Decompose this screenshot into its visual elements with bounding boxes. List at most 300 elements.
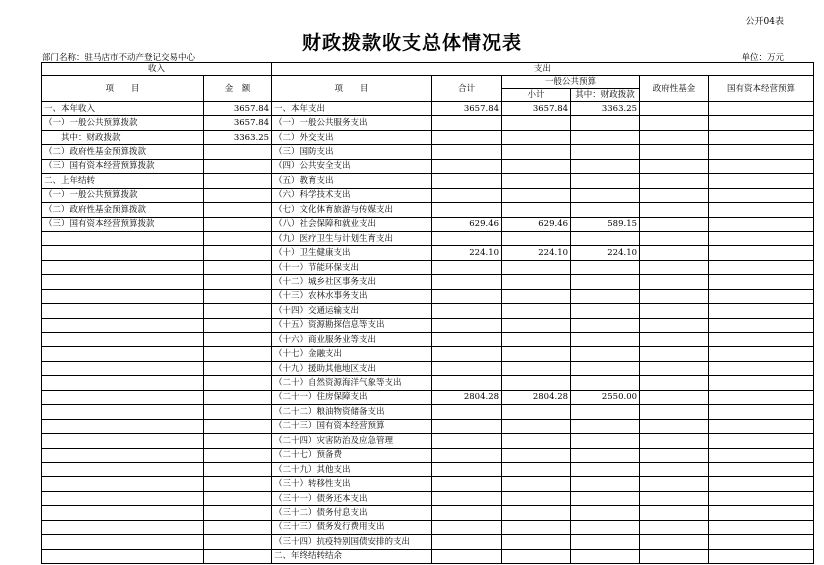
state-capital-amount-cell <box>709 116 814 130</box>
income-item-cell <box>42 390 204 404</box>
expense-total-cell <box>432 304 502 318</box>
fiscal-appropriation-cell <box>571 549 640 563</box>
expense-item-cell: （十一）节能环保支出 <box>272 260 432 274</box>
expense-total-cell <box>432 434 502 448</box>
gov-fund-amount-cell <box>640 419 709 433</box>
fiscal-appropriation-cell <box>571 333 640 347</box>
income-amount-cell <box>204 333 272 347</box>
state-capital-amount-cell <box>709 159 814 173</box>
gov-fund-amount-cell <box>640 491 709 505</box>
state-capital-amount-cell <box>709 520 814 534</box>
fiscal-appropriation-cell <box>571 506 640 520</box>
expense-item-cell: 一、本年支出 <box>272 102 432 116</box>
state-capital-amount-cell <box>709 246 814 260</box>
income-amount-cell <box>204 390 272 404</box>
income-item-cell <box>42 376 204 390</box>
general-budget-subtotal-cell <box>502 130 571 144</box>
general-budget-subtotal-cell <box>502 145 571 159</box>
general-budget-subtotal-cell <box>502 333 571 347</box>
gov-fund-amount-cell <box>640 116 709 130</box>
state-capital-amount-cell <box>709 390 814 404</box>
table-row <box>42 260 814 274</box>
gov-fund-header: 政府性基金 <box>640 76 709 102</box>
table-row <box>42 361 814 375</box>
general-budget-subtotal-cell: 224.10 <box>502 246 571 260</box>
table-row <box>42 231 814 245</box>
income-item-cell: （二）政府性基金预算拨款 <box>42 203 204 217</box>
state-capital-amount-cell <box>709 506 814 520</box>
income-item-cell <box>42 304 204 318</box>
gov-fund-amount-cell <box>640 304 709 318</box>
income-item-cell <box>42 318 204 332</box>
gov-fund-amount-cell <box>640 434 709 448</box>
general-budget-subtotal-cell <box>502 289 571 303</box>
table-row <box>42 448 814 462</box>
fiscal-appropriation-cell <box>571 477 640 491</box>
expense-total-cell <box>432 347 502 361</box>
income-amount-cell <box>204 304 272 318</box>
expense-total-cell <box>432 275 502 289</box>
expense-total-cell <box>432 174 502 188</box>
income-amount-cell <box>204 289 272 303</box>
expense-total-cell <box>432 260 502 274</box>
unit-label: 单位：万元 <box>741 53 784 63</box>
expense-item-cell: （三十四）抗疫特别国债安排的支出 <box>272 535 432 549</box>
income-amount-cell <box>204 246 272 260</box>
gov-fund-amount-cell <box>640 188 709 202</box>
gov-fund-amount-cell <box>640 462 709 476</box>
general-budget-subtotal-cell: 2804.28 <box>502 390 571 404</box>
expense-item-cell: （十七）金融支出 <box>272 347 432 361</box>
state-capital-amount-cell <box>709 102 814 116</box>
total-header: 合计 <box>432 76 502 102</box>
subtotal-header: 小计 <box>502 89 571 102</box>
general-budget-subtotal-cell <box>502 506 571 520</box>
income-amount-cell <box>204 159 272 173</box>
income-item-cell: 二、上年结转 <box>42 174 204 188</box>
table-row <box>42 549 814 563</box>
income-amount-cell <box>204 549 272 563</box>
general-budget-subtotal-cell <box>502 535 571 549</box>
expense-item-cell: （九）医疗卫生与计划生育支出 <box>272 231 432 245</box>
table-row <box>42 145 814 159</box>
expense-item-cell: （十九）援助其他地区支出 <box>272 361 432 375</box>
fiscal-table <box>41 62 814 564</box>
expense-total-cell <box>432 361 502 375</box>
state-capital-amount-cell <box>709 304 814 318</box>
income-amount-cell <box>204 462 272 476</box>
expense-item-cell: （四）公共安全支出 <box>272 159 432 173</box>
expense-item-cell: （十五）资源勘探信息等支出 <box>272 318 432 332</box>
fiscal-appropriation-cell <box>571 304 640 318</box>
table-row <box>42 275 814 289</box>
expense-item-cell: （五）教育支出 <box>272 174 432 188</box>
fiscal-appropriation-cell: 3363.25 <box>571 102 640 116</box>
income-item-cell <box>42 520 204 534</box>
income-amount-cell <box>204 275 272 289</box>
income-amount-cell <box>204 217 272 231</box>
general-budget-subtotal-cell <box>502 231 571 245</box>
state-capital-amount-cell <box>709 376 814 390</box>
fiscal-appropriation-cell <box>571 462 640 476</box>
gov-fund-amount-cell <box>640 159 709 173</box>
gov-fund-amount-cell <box>640 361 709 375</box>
fiscal-appropriation-cell <box>571 203 640 217</box>
fiscal-appropriation-cell <box>571 116 640 130</box>
state-capital-amount-cell <box>709 347 814 361</box>
income-item-cell <box>42 506 204 520</box>
expense-item-cell: （三十三）债务发行费用支出 <box>272 520 432 534</box>
general-budget-subtotal-cell <box>502 405 571 419</box>
general-budget-subtotal-cell <box>502 520 571 534</box>
expense-item-cell: 二、年终结转结余 <box>272 549 432 563</box>
expense-total-cell <box>432 462 502 476</box>
income-item-cell <box>42 333 204 347</box>
gov-fund-amount-cell <box>640 203 709 217</box>
table-row <box>42 390 814 404</box>
table-row <box>42 130 814 144</box>
table-row <box>42 491 814 505</box>
general-budget-subtotal-cell <box>502 462 571 476</box>
income-amount-cell <box>204 520 272 534</box>
income-amount-cell <box>204 491 272 505</box>
department-name: 部门名称：驻马店市不动产登记交易中心 <box>42 53 196 63</box>
state-capital-amount-cell <box>709 275 814 289</box>
expense-total-cell <box>432 376 502 390</box>
form-code: 公开04表 <box>745 17 784 27</box>
income-amount-cell <box>204 174 272 188</box>
gov-fund-amount-cell <box>640 405 709 419</box>
income-amount-cell <box>204 145 272 159</box>
expense-item-cell: （十）卫生健康支出 <box>272 246 432 260</box>
table-row <box>42 419 814 433</box>
general-budget-subtotal-cell <box>502 203 571 217</box>
income-amount-cell <box>204 448 272 462</box>
table-row <box>42 535 814 549</box>
gov-fund-amount-cell <box>640 333 709 347</box>
general-budget-subtotal-cell <box>502 448 571 462</box>
expense-total-cell <box>432 116 502 130</box>
income-amount-cell <box>204 376 272 390</box>
expense-item-cell: （二十四）灾害防治及应急管理 <box>272 434 432 448</box>
fiscal-appropriation-cell <box>571 289 640 303</box>
gov-fund-amount-cell <box>640 535 709 549</box>
amount-header: 金 额 <box>204 76 272 102</box>
gov-fund-amount-cell <box>640 174 709 188</box>
expense-item-cell: （二十二）粮油物资储备支出 <box>272 405 432 419</box>
general-budget-subtotal-cell <box>502 304 571 318</box>
income-item-cell: （三）国有资本经营预算拨款 <box>42 217 204 231</box>
state-capital-amount-cell <box>709 491 814 505</box>
income-item-cell <box>42 549 204 563</box>
state-capital-amount-cell <box>709 405 814 419</box>
expense-total-cell <box>432 520 502 534</box>
fiscal-appropriation-cell <box>571 174 640 188</box>
gov-fund-amount-cell <box>640 102 709 116</box>
expense-item-cell: （十三）农林水事务支出 <box>272 289 432 303</box>
income-item-cell <box>42 405 204 419</box>
fiscal-appropriation-cell <box>571 434 640 448</box>
expense-total-cell <box>432 159 502 173</box>
income-amount-cell <box>204 535 272 549</box>
general-budget-subtotal-cell <box>502 275 571 289</box>
fiscal-appropriation-cell <box>571 405 640 419</box>
expense-item-cell: （二十九）其他支出 <box>272 462 432 476</box>
fiscal-appropriation-header: 其中：财政拨款 <box>571 89 640 102</box>
expense-total-cell <box>432 333 502 347</box>
state-capital-amount-cell <box>709 289 814 303</box>
income-amount-cell <box>204 434 272 448</box>
gov-fund-amount-cell <box>640 275 709 289</box>
table-row <box>42 376 814 390</box>
fiscal-appropriation-cell <box>571 347 640 361</box>
income-item-cell: 一、本年收入 <box>42 102 204 116</box>
expense-item-cell: （十二）城乡社区事务支出 <box>272 275 432 289</box>
table-row <box>42 246 814 260</box>
income-amount-cell: 3363.25 <box>204 130 272 144</box>
gov-fund-amount-cell <box>640 217 709 231</box>
gov-fund-amount-cell <box>640 231 709 245</box>
expense-total-cell: 629.46 <box>432 217 502 231</box>
income-item-cell <box>42 289 204 303</box>
table-row <box>42 116 814 130</box>
gov-fund-amount-cell <box>640 376 709 390</box>
general-budget-subtotal-cell <box>502 549 571 563</box>
income-item-cell <box>42 535 204 549</box>
gov-fund-amount-cell <box>640 506 709 520</box>
income-item-cell: （一）一般公共预算拨款 <box>42 116 204 130</box>
gov-fund-amount-cell <box>640 390 709 404</box>
gov-fund-amount-cell <box>640 477 709 491</box>
income-amount-cell <box>204 203 272 217</box>
expense-total-cell <box>432 477 502 491</box>
expense-total-cell <box>432 419 502 433</box>
income-amount-cell: 3657.84 <box>204 116 272 130</box>
income-item-cell: 其中：财政拨款 <box>42 130 204 144</box>
state-capital-amount-cell <box>709 145 814 159</box>
state-capital-amount-cell <box>709 434 814 448</box>
expense-total-cell <box>432 549 502 563</box>
income-item-cell <box>42 361 204 375</box>
table-row <box>42 203 814 217</box>
expense-item-cell: （三十）转移性支出 <box>272 477 432 491</box>
fiscal-appropriation-cell <box>571 159 640 173</box>
state-capital-amount-cell <box>709 361 814 375</box>
state-capital-header: 国有资本经营预算 <box>709 76 814 102</box>
table-row <box>42 304 814 318</box>
table-row <box>42 102 814 116</box>
expense-total-cell <box>432 318 502 332</box>
expense-item-cell: （三十一）债务还本支出 <box>272 491 432 505</box>
state-capital-amount-cell <box>709 535 814 549</box>
income-amount-cell <box>204 231 272 245</box>
income-item-cell <box>42 462 204 476</box>
fiscal-appropriation-cell <box>571 376 640 390</box>
fiscal-appropriation-cell <box>571 520 640 534</box>
table-row <box>42 506 814 520</box>
fiscal-appropriation-cell: 224.10 <box>571 246 640 260</box>
table-row <box>42 318 814 332</box>
fiscal-appropriation-cell <box>571 448 640 462</box>
fiscal-appropriation-cell <box>571 145 640 159</box>
table-row <box>42 405 814 419</box>
income-item-cell <box>42 434 204 448</box>
income-amount-cell <box>204 405 272 419</box>
expense-total-cell <box>432 130 502 144</box>
expense-item-header: 项 目 <box>272 76 432 102</box>
income-item-header: 项 目 <box>42 76 204 102</box>
income-item-cell <box>42 231 204 245</box>
expense-item-cell: （十四）交通运输支出 <box>272 304 432 318</box>
general-budget-subtotal-cell <box>502 376 571 390</box>
general-budget-subtotal-cell <box>502 260 571 274</box>
expense-total-cell: 2804.28 <box>432 390 502 404</box>
income-amount-cell <box>204 347 272 361</box>
expense-total-cell <box>432 506 502 520</box>
general-budget-subtotal-cell: 3657.84 <box>502 102 571 116</box>
general-budget-subtotal-cell <box>502 116 571 130</box>
state-capital-amount-cell <box>709 130 814 144</box>
table-row <box>42 333 814 347</box>
state-capital-amount-cell <box>709 477 814 491</box>
general-budget-subtotal-cell <box>502 434 571 448</box>
state-capital-amount-cell <box>709 448 814 462</box>
expense-item-cell: （七）文化体育旅游与传媒支出 <box>272 203 432 217</box>
state-capital-amount-cell <box>709 203 814 217</box>
income-item-cell <box>42 491 204 505</box>
income-header: 收入 <box>42 63 272 76</box>
expense-item-cell: （十六）商业服务业等支出 <box>272 333 432 347</box>
state-capital-amount-cell <box>709 549 814 563</box>
expense-item-cell: （六）科学技术支出 <box>272 188 432 202</box>
general-budget-subtotal-cell <box>502 174 571 188</box>
expense-total-cell <box>432 145 502 159</box>
expense-total-cell <box>432 203 502 217</box>
table-row <box>42 289 814 303</box>
general-budget-subtotal-cell <box>502 188 571 202</box>
fiscal-appropriation-cell <box>571 535 640 549</box>
expense-item-cell: （三）国防支出 <box>272 145 432 159</box>
general-budget-subtotal-cell: 629.46 <box>502 217 571 231</box>
fiscal-appropriation-cell <box>571 361 640 375</box>
income-item-cell <box>42 448 204 462</box>
expense-total-cell: 3657.84 <box>432 102 502 116</box>
state-capital-amount-cell <box>709 333 814 347</box>
fiscal-appropriation-cell <box>571 318 640 332</box>
page-title: 财政拨款收支总体情况表 <box>301 32 522 54</box>
table-row <box>42 159 814 173</box>
gov-fund-amount-cell <box>640 448 709 462</box>
fiscal-appropriation-cell: 2550.00 <box>571 390 640 404</box>
fiscal-appropriation-cell <box>571 130 640 144</box>
income-item-cell <box>42 260 204 274</box>
income-item-cell <box>42 419 204 433</box>
general-budget-subtotal-cell <box>502 318 571 332</box>
table-row <box>42 217 814 231</box>
income-item-cell <box>42 347 204 361</box>
gov-fund-amount-cell <box>640 549 709 563</box>
fiscal-appropriation-cell <box>571 188 640 202</box>
state-capital-amount-cell <box>709 217 814 231</box>
income-amount-cell: 3657.84 <box>204 102 272 116</box>
income-amount-cell <box>204 188 272 202</box>
state-capital-amount-cell <box>709 462 814 476</box>
expense-total-cell <box>432 405 502 419</box>
income-amount-cell <box>204 318 272 332</box>
general-budget-subtotal-cell <box>502 419 571 433</box>
expense-total-cell <box>432 289 502 303</box>
gov-fund-amount-cell <box>640 246 709 260</box>
expense-item-cell: （二十三）国有资本经营预算 <box>272 419 432 433</box>
income-amount-cell <box>204 260 272 274</box>
expense-total-cell <box>432 535 502 549</box>
gov-fund-amount-cell <box>640 260 709 274</box>
table-row <box>42 434 814 448</box>
state-capital-amount-cell <box>709 419 814 433</box>
gov-fund-amount-cell <box>640 145 709 159</box>
income-amount-cell <box>204 477 272 491</box>
state-capital-amount-cell <box>709 318 814 332</box>
state-capital-amount-cell <box>709 260 814 274</box>
gov-fund-amount-cell <box>640 318 709 332</box>
expense-total-cell <box>432 491 502 505</box>
expense-item-cell: （八）社会保障和就业支出 <box>272 217 432 231</box>
state-capital-amount-cell <box>709 188 814 202</box>
gov-fund-amount-cell <box>640 347 709 361</box>
income-amount-cell <box>204 506 272 520</box>
table-row <box>42 520 814 534</box>
table-row <box>42 347 814 361</box>
income-amount-cell <box>204 361 272 375</box>
expense-total-cell: 224.10 <box>432 246 502 260</box>
income-item-cell <box>42 275 204 289</box>
fiscal-appropriation-cell <box>571 419 640 433</box>
general-budget-subtotal-cell <box>502 347 571 361</box>
expense-item-cell: （二十七）预备费 <box>272 448 432 462</box>
general-budget-subtotal-cell <box>502 477 571 491</box>
income-item-cell <box>42 477 204 491</box>
gov-fund-amount-cell <box>640 130 709 144</box>
expense-item-cell: （二十）自然资源海洋气象等支出 <box>272 376 432 390</box>
income-item-cell: （二）政府性基金预算拨款 <box>42 145 204 159</box>
table-row <box>42 477 814 491</box>
expense-total-cell <box>432 448 502 462</box>
gov-fund-amount-cell <box>640 520 709 534</box>
state-capital-amount-cell <box>709 174 814 188</box>
expense-total-cell <box>432 231 502 245</box>
fiscal-appropriation-cell: 589.15 <box>571 217 640 231</box>
gov-fund-amount-cell <box>640 289 709 303</box>
expense-item-cell: （二十一）住房保障支出 <box>272 390 432 404</box>
income-item-cell <box>42 246 204 260</box>
income-item-cell: （三）国有资本经营预算拨款 <box>42 159 204 173</box>
income-amount-cell <box>204 419 272 433</box>
state-capital-amount-cell <box>709 231 814 245</box>
table-row <box>42 462 814 476</box>
table-row <box>42 174 814 188</box>
table-row <box>42 188 814 202</box>
expense-total-cell <box>432 188 502 202</box>
general-budget-subtotal-cell <box>502 491 571 505</box>
fiscal-appropriation-cell <box>571 491 640 505</box>
fiscal-appropriation-cell <box>571 275 640 289</box>
fiscal-appropriation-cell <box>571 260 640 274</box>
income-item-cell: （一）一般公共预算拨款 <box>42 188 204 202</box>
expense-header: 支出 <box>272 63 814 76</box>
expense-item-cell: （三十二）债务付息支出 <box>272 506 432 520</box>
fiscal-appropriation-cell <box>571 231 640 245</box>
general-budget-header: 一般公共预算 <box>502 76 640 89</box>
